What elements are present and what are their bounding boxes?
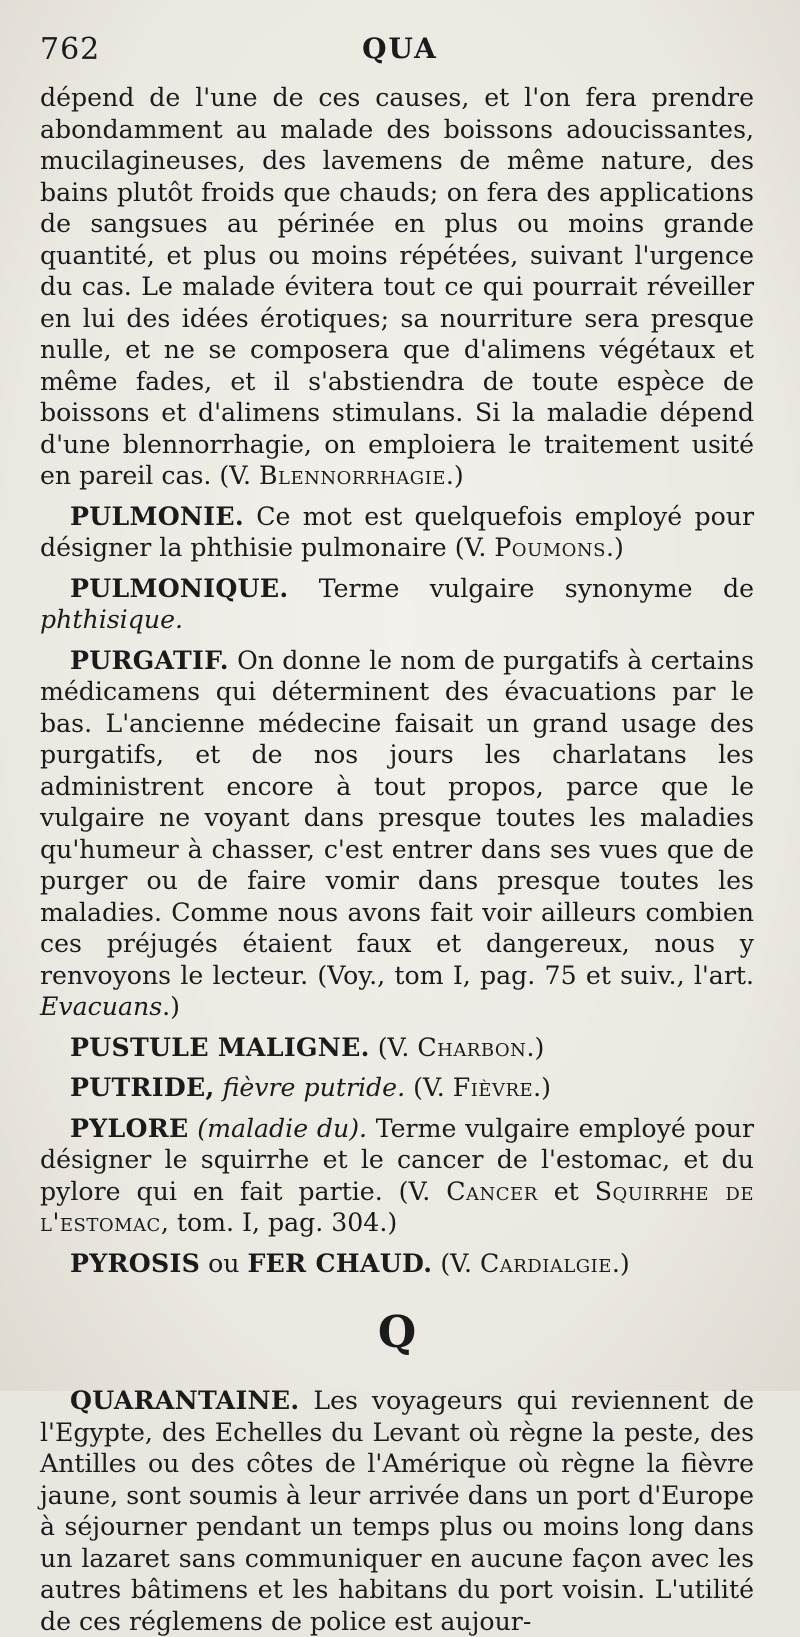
section-letter: Q	[377, 1307, 417, 1358]
entry-pulmonique	[40, 573, 754, 636]
cross-reference: Fièvre	[452, 1073, 534, 1102]
cross-reference: Charbon	[417, 1032, 527, 1062]
entry-text: On donne le nom de purgatifs à certains médicamens qui déterminent des évacuations par le bas. L'ancienne médecine faisait un grand usage des purgatifs, et de nos jours les charlatans les administrent encore à tout propos, parce que le vulgaire ne voyant dans presque toutes les maladies qu'humeur à chasser, c'est entrer dans ses vues que de purger ou de faire vomir dans presque toutes les maladies. Comme nous avons fait voir ailleurs combien ces préjugés étaient faux et dangereux, nous y renvoyons le lecteur. (Voy., tom I, pag. 75 et suiv., l'art.	[40, 645, 754, 990]
cross-reference: Cardialgie	[479, 1248, 612, 1278]
entry-text: Les voyageurs qui reviennent de l'Egypte, des Echelles du Levant où règne la peste, des Antilles ou des côtes de l'Amérique où règne la fièvre jaune, sont soumis à leur arrivée dans un port d'Europe à séjourner pendant un temps plus ou moins long dans un lazaret sans communiquer en aucune façon avec les autres bâtimens et les habitans du port voisin. L'utilité de ces réglemens de police est aujour-	[40, 1386, 754, 1636]
entry-pylore	[40, 1113, 754, 1239]
headword: PYROSIS	[70, 1247, 201, 1278]
ref-open: (V.	[432, 1248, 480, 1278]
ref-close: .)	[526, 1032, 545, 1062]
headword-joiner: ou	[200, 1248, 248, 1278]
cross-reference: Poumons	[494, 533, 607, 562]
ref-open: (V.	[369, 1032, 418, 1062]
entry-text: Ce mot est quelquefois employé pour désigner la phthisie pulmonaire	[40, 501, 754, 562]
headword: PUTRIDE,	[70, 1072, 215, 1102]
headword: PURGATIF.	[70, 644, 229, 675]
ref-close: .)	[445, 461, 464, 490]
entry-quarantaine	[40, 1385, 754, 1637]
continuation-text: dépend de l'une de ces causes, et l'on fera prendre abondamment au malade des boissons adoucissantes, mucilagineuses, des lavemens de même nature, des bains plutôt froids que chauds; on fera des applications de sangsues au périnée en plus ou moins grande quantité, et plus ou moins répétées, suivant l'urgence du cas. Le malade évitera tout ce qui pourrait réveiller en lui des idées érotiques; sa nourriture sera presque nulle, et ne se composera que d'alimens végétaux et même fades, et il s'abstiendra de toute espèce de boissons et d'alimens stimulans. Si la maladie dépend d'une blennorrhagie, on emploiera le traitement usité en pareil cas.	[40, 83, 754, 490]
italic-term: Evacuans	[40, 992, 163, 1021]
page-body	[40, 82, 754, 1637]
ref-open: (V.	[405, 1073, 453, 1102]
ref-open: (V.	[211, 461, 260, 490]
headword: PUSTULE MALIGNE.	[70, 1031, 370, 1062]
italic-term: phthisique.	[40, 605, 183, 634]
ref-close: , tom. I, pag. 304.)	[160, 1208, 398, 1237]
running-head: QUA	[362, 32, 438, 65]
entry-pustule-maligne	[40, 1032, 754, 1064]
page-number: 762	[40, 32, 101, 67]
ref-close: .)	[533, 1073, 551, 1102]
cross-reference: Cancer	[446, 1176, 538, 1206]
entry-text: Terme vulgaire employé pour désigner le squirrhe et le cancer de l'estomac, et du pylore qui en fait partie.	[40, 1113, 755, 1206]
headword: PULMONIE.	[70, 500, 244, 531]
ref-close: .)	[606, 533, 624, 562]
ref-close: .)	[611, 1248, 630, 1278]
entry-text: Terme vulgaire synonyme de	[288, 573, 754, 603]
entry-pulmonie	[40, 501, 754, 564]
page-header	[40, 32, 760, 72]
italic-term: (maladie du).	[188, 1113, 368, 1143]
ref-close: .)	[162, 992, 180, 1021]
italic-term: fièvre putride.	[214, 1073, 406, 1102]
ref-joiner: et	[537, 1176, 595, 1206]
cross-reference: Blennorrhagie	[259, 461, 446, 490]
ref-open: (V.	[382, 1176, 447, 1206]
headword: PULMONIQUE.	[70, 572, 289, 603]
entry-pyrosis	[40, 1248, 754, 1280]
ref-open: (V.	[446, 533, 495, 562]
headword: PYLORE	[70, 1112, 189, 1143]
headword-2: FER CHAUD.	[247, 1247, 433, 1278]
cross-reference-2: Squirrhe de l'estomac	[40, 1176, 755, 1237]
entry-putride	[40, 1072, 754, 1104]
entry-purgatif	[40, 645, 754, 1023]
continuation-paragraph	[40, 82, 754, 492]
headword: QUARANTAINE.	[70, 1385, 300, 1415]
